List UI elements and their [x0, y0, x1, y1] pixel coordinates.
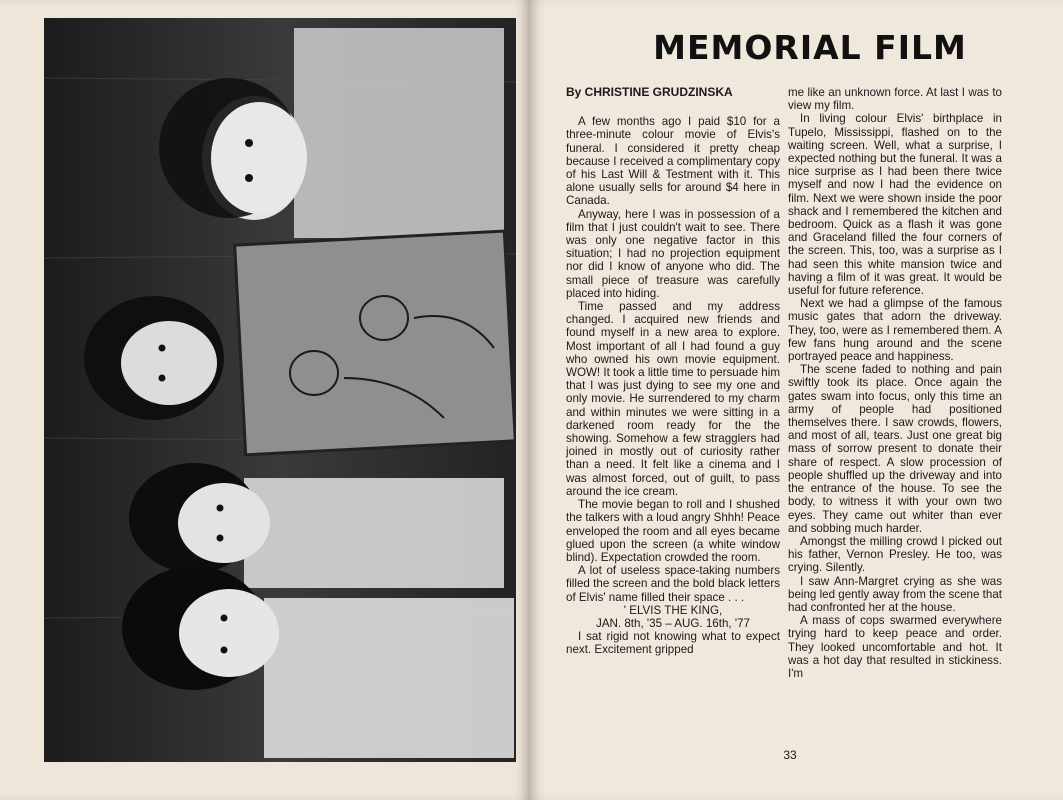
- paragraph: Time passed and my address changed. I acquired new friends and found myself in a new area to explore. Most important of all I had found a guy who owned his own movie equipment. WOW! It took a little time to persuade him that I was just dying to see my one and only movie. He surrendered to my charm and within minutes we were sitting in a darkened room ready for the the showing. Somehow a few stragglers had joined in mostly out of curiosity rather than a need. It felt like a cinema and I was almost forced, out of guilt, to pass around the ice cream.: [566, 300, 780, 498]
- quote-line: JAN. 8th, '35 – AUG. 16th, '77: [596, 616, 750, 630]
- right-page: [530, 0, 1063, 800]
- paragraph: me like an unknown force. At last I was to view my film.: [788, 86, 1002, 113]
- article-column-2: [788, 86, 1002, 680]
- paragraph: Anyway, here I was in possession of a film that I just couldn't wait to see. There was only one negative factor in this situation; I had no projection equipment nor did I know of anyone who did. The small piece of treasure was carefully placed into hiding.: [566, 207, 780, 300]
- paragraph: The movie began to roll and I shushed the talkers with a loud angry Shhh! Peace enveloped the room and all eyes became glued upon the screen (a white window blind). Expectation crowded the room.: [566, 498, 780, 564]
- paragraph: A few months ago I paid $10 for a three-minute colour movie of Elvis's funeral. I considered it pretty cheap because I received a complimentary copy of his Last Will & Testment with it. This alone usually sells for around $4 here in Canada.: [566, 115, 780, 208]
- paragraph: I saw Ann-Margret crying as she was being led gently away from the scene that had confronted her at the house.: [788, 574, 1002, 614]
- paragraph: A mass of cops swarmed everywhere trying hard to keep peace and order. They looked uncomfortable and hot. It was a hot day that resulted in stickiness. I'm: [788, 614, 1002, 680]
- group-photo-image: [44, 18, 516, 762]
- article-column-1: [566, 86, 780, 657]
- quote-line: ' ELVIS THE KING,: [623, 603, 723, 617]
- page-number: 33: [783, 748, 797, 762]
- paragraph: Next we had a glimpse of the famous music gates that adorn the driveway. They, too, were as I remembered them. A few fans hung around and the scene portrayed peace and happiness.: [788, 297, 1002, 364]
- article-title: MEMORIAL FILM: [653, 28, 967, 67]
- paragraph: In living colour Elvis' birthplace in Tupelo, Mississippi, flashed on to the waiting screen. Well, what a surprise, I expected nothing but the funeral. It was a nice surprise as I had been there twice myself and now I had the evidence on film. Next we were shown inside the poor shack and I remembered the kitchen and bedroom. Quick as a flash it was gone and Graceland filled the four corners of the screen. This, too, was a surprise as I had seen this white mansion twice and having a film of it was great. It would be useful for future reference.: [788, 112, 1002, 298]
- paragraph: I sat rigid not knowing what to expect next. Excitement gripped: [566, 630, 780, 657]
- byline: By CHRISTINE GRUDZINSKA: [566, 85, 733, 99]
- group-photo: [44, 18, 516, 762]
- paragraph: Amongst the milling crowd I picked out his father, Vernon Presley. He too, was crying. Silently.: [788, 534, 1002, 575]
- paragraph: A lot of useless space-taking numbers filled the screen and the bold black letters of Elvis' name filled their space . . .: [566, 564, 780, 604]
- left-page: [0, 0, 530, 800]
- paragraph: The scene faded to nothing and pain swiftly took its place. Once again the gates swam into focus, only this time an army of people had positioned themselves there. I saw crowds, flowers, and most of all, tears. Just one great big mass of sorrow present to donate their share of respect. A slow procession of people shuffled up the driveway and into the entrance of the house. To see the body, to witness it with your own two eyes. They came out whiter than ever and sobbing much harder.: [788, 363, 1002, 535]
